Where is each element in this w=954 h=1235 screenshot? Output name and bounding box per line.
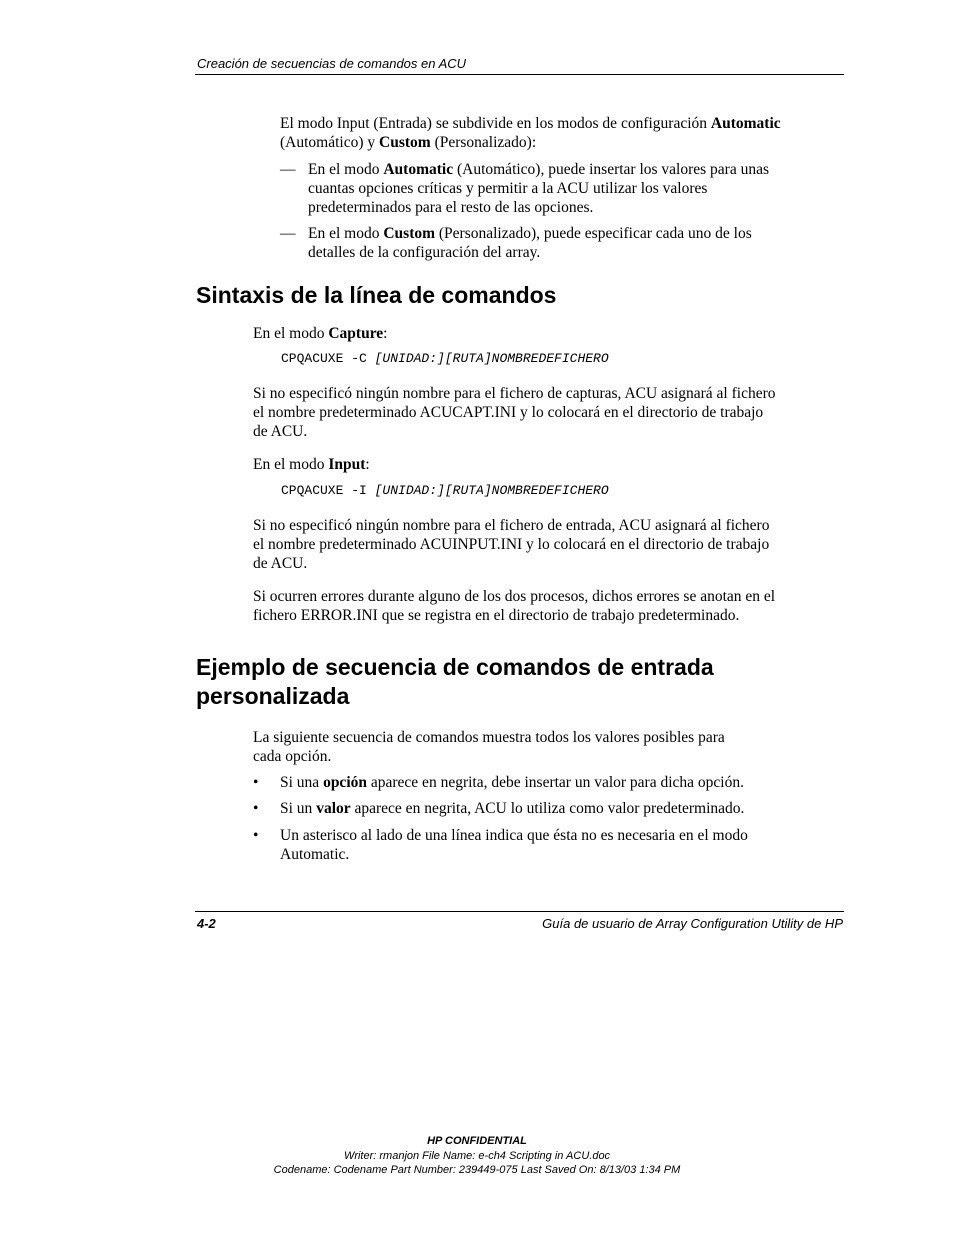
page-number: 4-2 bbox=[197, 916, 216, 931]
intro-text: (Personalizado): bbox=[430, 134, 537, 151]
dash-marker: — bbox=[280, 161, 296, 178]
bullet-item-asterisk: Un asterisco al lado de una línea indica que ésta no es necesaria en el modo Automatic. bbox=[280, 827, 748, 863]
writer-line: Writer: rmanjon File Name: e-ch4 Scripting in ACU.doc bbox=[343, 1150, 611, 1162]
input-command: CPQACUXE -I [UNIDAD:][RUTA]NOMBREDEFICHERO bbox=[281, 483, 609, 498]
dash-item-automatic: En el modo Automatic (Automático), puede insertar los valores para unas cuantas opciones críticas y permitir a la ACU utilizar los valores predeterminados para el resto de las opciones. bbox=[308, 161, 770, 216]
bullet-item-option: Si una opción aparece en negrita, debe insertar un valor para dicha opción. bbox=[280, 774, 744, 791]
book-title: Guía de usuario de Array Configuration Utility de HP bbox=[542, 916, 843, 931]
dash-item-custom: En el modo Custom (Personalizado), puede especificar cada uno de los detalles de la configuración del array. bbox=[308, 225, 752, 261]
example-paragraph: La siguiente secuencia de comandos muestra todos los valores posibles para cada opción. bbox=[253, 729, 725, 765]
bullet-marker: • bbox=[253, 800, 259, 817]
section-heading-example: Ejemplo de secuencia de comandos de entrada personalizada bbox=[196, 654, 714, 709]
capture-command: CPQACUXE -C [UNIDAD:][RUTA]NOMBREDEFICHERO bbox=[281, 351, 609, 366]
intro-text: (Automático) y bbox=[280, 134, 380, 151]
intro-text: El modo Input (Entrada) se subdivide en los modos de configuración bbox=[280, 115, 711, 132]
bullet-marker: • bbox=[253, 774, 259, 791]
footer-rule bbox=[195, 911, 844, 912]
intro-bold-custom: Custom bbox=[379, 134, 431, 151]
capture-mode-label: En el modo Capture: bbox=[253, 325, 388, 342]
header-rule bbox=[195, 74, 844, 75]
errors-paragraph: Si ocurren errores durante alguno de los dos procesos, dichos errores se anotan en el fichero ERROR.INI que se registra en el directorio de trabajo predeterminado. bbox=[253, 588, 776, 624]
running-header: Creación de secuencias de comandos en ACU bbox=[197, 56, 467, 71]
codename-line: Codename: Codename Part Number: 239449-075 Last Saved On: 8/13/03 1:34 PM bbox=[273, 1164, 681, 1176]
bullet-item-value: Si un valor aparece en negrita, ACU lo utiliza como valor predeterminado. bbox=[280, 800, 745, 817]
intro-bold-automatic: Automatic bbox=[710, 115, 781, 132]
confidential-notice: HP CONFIDENTIAL bbox=[427, 1135, 527, 1147]
intro-paragraph bbox=[280, 114, 845, 152]
input-paragraph: Si no especificó ningún nombre para el fichero de entrada, ACU asignará al fichero el nombre predeterminado ACUINPUT.INI y lo colocará en el directorio de trabajo de ACU. bbox=[253, 517, 770, 572]
input-mode-label: En el modo Input: bbox=[253, 456, 370, 473]
bullet-marker: • bbox=[253, 827, 259, 844]
section-heading-syntax: Sintaxis de la línea de comandos bbox=[196, 282, 557, 308]
dash-marker: — bbox=[280, 225, 296, 242]
capture-paragraph: Si no especificó ningún nombre para el fichero de capturas, ACU asignará al fichero el nombre predeterminado ACUCAPT.INI y lo colocará en el directorio de trabajo de ACU. bbox=[253, 385, 776, 440]
